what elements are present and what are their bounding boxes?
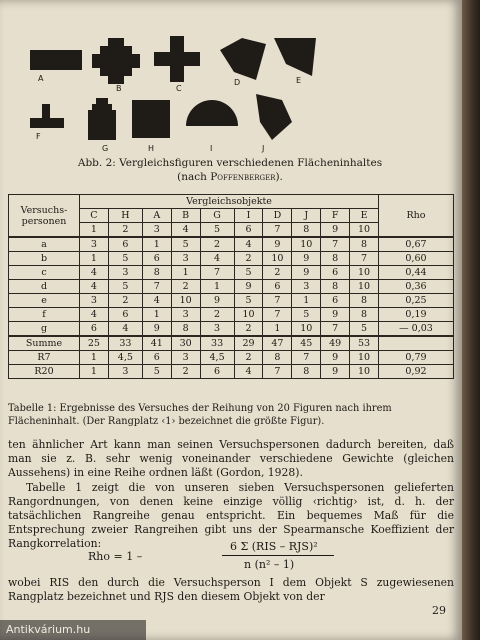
- rank-cell: 4,5: [200, 351, 234, 365]
- table-row: [9, 280, 454, 294]
- rank-cell: 2: [234, 322, 263, 337]
- rank-cell: 3: [171, 252, 200, 266]
- table-row: [9, 351, 454, 365]
- rank-cell: 2: [234, 252, 263, 266]
- figure-caption: [30, 156, 430, 184]
- rank-cell: 9: [321, 308, 350, 322]
- group-header: Vergleichsobjekte: [80, 195, 379, 209]
- rank-header: 5: [200, 223, 234, 238]
- figure-c: [154, 36, 200, 82]
- rank-cell: 5: [234, 294, 263, 308]
- rho-cell: 0,36: [379, 280, 454, 294]
- figure-label-i: I: [210, 144, 213, 153]
- figures-svg: [20, 30, 440, 150]
- rank-header: 3: [142, 223, 171, 238]
- table-body: [9, 237, 454, 336]
- table-row: [9, 322, 454, 337]
- rank-cell: 9: [292, 252, 321, 266]
- figure-label-e: E: [296, 76, 302, 85]
- rank-cell: 5: [142, 365, 171, 379]
- formula-lhs: Rho = 1 –: [88, 550, 143, 563]
- rank-cell: 41: [142, 336, 171, 351]
- rank-cell: 6: [142, 351, 171, 365]
- rank-cell: 3: [200, 322, 234, 337]
- paragraph-2: Tabelle 1 zeigt die von unseren sieben Versuchspersonen gelieferten Rangordnungen, von denen keine einzige völlig ‹richtig› ist, d. h. der tatsächlichen Rangreihe genau entspricht. Ein bequemes Maß für die Entsprechung zweier Rangreihen gibt uns der Spearmansche Koeffizient der Rangkorrelation:: [8, 480, 454, 551]
- object-header: A: [142, 209, 171, 223]
- rank-cell: 45: [292, 336, 321, 351]
- rank-cell: 7: [142, 280, 171, 294]
- rank-cell: 7: [263, 294, 292, 308]
- object-header: J: [292, 209, 321, 223]
- results-table: [8, 194, 454, 379]
- rank-cell: 8: [321, 252, 350, 266]
- rank-cell: 9: [234, 280, 263, 294]
- rank-cell: 6: [80, 322, 109, 337]
- table-summary: [9, 336, 454, 379]
- rho-cell: 0,79: [379, 351, 454, 365]
- rank-cell: 53: [350, 336, 379, 351]
- rank-cell: 2: [171, 280, 200, 294]
- rho-cell: — 0,03: [379, 322, 454, 337]
- rank-cell: 8: [292, 365, 321, 379]
- object-header: F: [321, 209, 350, 223]
- rank-cell: 3: [171, 308, 200, 322]
- rank-cell: 33: [108, 336, 142, 351]
- table-row: [9, 294, 454, 308]
- figure-e: [274, 38, 316, 76]
- figure-label-f: F: [36, 132, 41, 141]
- rank-header: 9: [321, 223, 350, 238]
- paragraph-1: ten ähnlicher Art kann man seinen Versuchspersonen dadurch bereiten, daß man sie z. B. sehr wenig voneinander verschiedene Gewichte (gleichen Aussehens) in eine Reihe ordnen läßt (Gordon, 1928).: [8, 438, 454, 480]
- rank-cell: 10: [292, 322, 321, 337]
- figure-b: [92, 38, 140, 84]
- rank-header: 7: [263, 223, 292, 238]
- rank-cell: 4: [142, 294, 171, 308]
- figure-h: [132, 100, 170, 138]
- rank-cell: 5: [292, 308, 321, 322]
- rank-cell: 3: [292, 280, 321, 294]
- table-caption: Tabelle 1: Ergebnisse des Versuches der Reihung von 20 Figuren nach ihrem Flächeninhalt. (Der Rangplatz ‹1› bezeichnet die größte Figur).: [8, 403, 392, 427]
- rank-cell: 1: [142, 308, 171, 322]
- figure-g: [88, 98, 116, 140]
- rank-cell: 8: [142, 266, 171, 280]
- figure-f: [30, 104, 64, 128]
- row-label: a: [9, 237, 80, 252]
- rank-cell: 3: [108, 365, 142, 379]
- comparison-figures: [20, 30, 440, 150]
- rank-cell: 1: [142, 237, 171, 252]
- page-number: 29: [432, 604, 446, 617]
- rank-cell: 3: [108, 266, 142, 280]
- rank-cell: 5: [108, 280, 142, 294]
- rho-cell: 0,67: [379, 237, 454, 252]
- rank-header: 10: [350, 223, 379, 238]
- figure-label-d: D: [234, 78, 241, 87]
- rank-cell: 7: [263, 308, 292, 322]
- figure-caption-text: Abb. 2: Vergleichsfiguren verschiedenen Flächeninhaltes: [77, 157, 383, 169]
- rank-cell: 6: [321, 266, 350, 280]
- rank-header: 1: [80, 223, 109, 238]
- rank-cell: 10: [234, 308, 263, 322]
- rank-cell: 6: [200, 365, 234, 379]
- rank-cell: 47: [263, 336, 292, 351]
- rank-cell: 33: [200, 336, 234, 351]
- rank-cell: 9: [263, 237, 292, 252]
- rank-cell: 9: [142, 322, 171, 337]
- figure-caption-close: ).: [275, 171, 283, 183]
- rho-cell: 0,60: [379, 252, 454, 266]
- row-header: Versuchs- personen: [9, 195, 80, 238]
- rank-cell: 4: [80, 308, 109, 322]
- rank-cell: 7: [321, 322, 350, 337]
- body-text: [8, 438, 454, 552]
- object-header: C: [80, 209, 109, 223]
- rank-cell: 1: [292, 294, 321, 308]
- rank-cell: 6: [263, 280, 292, 294]
- rho-cell: 0,92: [379, 365, 454, 379]
- rank-header: 6: [234, 223, 263, 238]
- fraction-bar: [222, 555, 334, 556]
- rank-cell: 3: [80, 294, 109, 308]
- rank-cell: 7: [321, 237, 350, 252]
- rank-cell: 8: [350, 308, 379, 322]
- row-label: d: [9, 280, 80, 294]
- rank-cell: 1: [171, 266, 200, 280]
- rank-cell: 2: [263, 266, 292, 280]
- rank-cell: 6: [142, 252, 171, 266]
- rank-cell: 7: [350, 252, 379, 266]
- rank-cell: 4: [108, 322, 142, 337]
- figure-j: [256, 94, 292, 140]
- row-label: e: [9, 294, 80, 308]
- rank-cell: 10: [350, 351, 379, 365]
- figure-label-h: H: [148, 144, 155, 153]
- rank-cell: 4: [200, 252, 234, 266]
- rank-cell: 7: [292, 351, 321, 365]
- rank-cell: 3: [80, 237, 109, 252]
- row-label: R7: [9, 351, 80, 365]
- rank-cell: 2: [200, 308, 234, 322]
- object-header: E: [350, 209, 379, 223]
- rank-cell: 10: [350, 365, 379, 379]
- row-label: R20: [9, 365, 80, 379]
- figure-caption-open: (nach: [177, 171, 211, 183]
- rank-cell: 1: [80, 351, 109, 365]
- rho-cell: 0,19: [379, 308, 454, 322]
- figure-a: [30, 50, 82, 70]
- figure-label-c: C: [176, 84, 182, 93]
- object-header: I: [234, 209, 263, 223]
- table-row: [9, 336, 454, 351]
- formula-numerator: 6 Σ (RIS – RJS)²: [230, 540, 318, 553]
- figure-label-j: J: [262, 144, 265, 153]
- object-header: B: [171, 209, 200, 223]
- rank-cell: 2: [200, 237, 234, 252]
- rank-cell: 1: [263, 322, 292, 337]
- figure-label-a: A: [38, 74, 44, 83]
- object-header: H: [108, 209, 142, 223]
- rank-cell: 4: [234, 237, 263, 252]
- rank-cell: 1: [80, 365, 109, 379]
- rho-cell: 0,44: [379, 266, 454, 280]
- rank-cell: 4: [80, 280, 109, 294]
- figure-caption-author: Poffenberger: [210, 171, 276, 183]
- spearman-formula: [70, 540, 390, 574]
- row-label: b: [9, 252, 80, 266]
- rank-cell: 9: [321, 351, 350, 365]
- rank-cell: 8: [350, 294, 379, 308]
- rank-cell: 5: [350, 322, 379, 337]
- rank-cell: 10: [292, 237, 321, 252]
- rank-cell: 8: [171, 322, 200, 337]
- rank-cell: 8: [321, 280, 350, 294]
- rank-header: 4: [171, 223, 200, 238]
- rank-cell: 1: [200, 280, 234, 294]
- table-row: [9, 266, 454, 280]
- table-row: [9, 252, 454, 266]
- figure-i: [186, 100, 238, 126]
- rank-cell: 5: [171, 237, 200, 252]
- rank-header: 2: [108, 223, 142, 238]
- rank-cell: 6: [108, 308, 142, 322]
- object-header: D: [263, 209, 292, 223]
- row-label: Summe: [9, 336, 80, 351]
- rank-cell: 9: [292, 266, 321, 280]
- rho-cell: 0,25: [379, 294, 454, 308]
- rho-header: Rho: [379, 195, 454, 238]
- figure-label-g: G: [102, 144, 109, 153]
- rank-cell: 10: [350, 266, 379, 280]
- table-row: [9, 308, 454, 322]
- rank-cell: 7: [263, 365, 292, 379]
- rank-cell: 7: [200, 266, 234, 280]
- rank-cell: 49: [321, 336, 350, 351]
- formula-denominator: n (n² – 1): [244, 558, 295, 571]
- watermark: Antikvárium.hu: [0, 620, 146, 640]
- book-spine: [462, 0, 480, 640]
- row-label: f: [9, 308, 80, 322]
- rank-cell: 9: [321, 365, 350, 379]
- rank-cell: 8: [350, 237, 379, 252]
- rank-cell: 9: [200, 294, 234, 308]
- rank-cell: 1: [80, 252, 109, 266]
- rank-cell: 8: [263, 351, 292, 365]
- rank-cell: 6: [321, 294, 350, 308]
- rank-cell: 10: [171, 294, 200, 308]
- rank-cell: 6: [108, 237, 142, 252]
- rank-cell: 10: [350, 280, 379, 294]
- rank-header: 8: [292, 223, 321, 238]
- rank-cell: 3: [171, 351, 200, 365]
- rank-cell: 29: [234, 336, 263, 351]
- rank-cell: 5: [108, 252, 142, 266]
- rank-cell: 4,5: [108, 351, 142, 365]
- rank-cell: 10: [263, 252, 292, 266]
- rank-cell: 30: [171, 336, 200, 351]
- figure-label-b: B: [116, 84, 122, 93]
- rank-cell: 25: [80, 336, 109, 351]
- paragraph-3: wobei RIS den durch die Versuchsperson I dem Objekt S zugewiesenen Rangplatz bezeichnet und RJS den diesem Objekt von der: [8, 576, 454, 604]
- rank-cell: 2: [234, 351, 263, 365]
- figure-d: [220, 38, 266, 80]
- row-label: g: [9, 322, 80, 337]
- rank-cell: 5: [234, 266, 263, 280]
- table-row: [9, 365, 454, 379]
- rank-cell: 2: [171, 365, 200, 379]
- object-header: G: [200, 209, 234, 223]
- rho-cell: [379, 336, 454, 351]
- rank-cell: 2: [108, 294, 142, 308]
- rank-cell: 4: [80, 266, 109, 280]
- rank-cell: 4: [234, 365, 263, 379]
- table-row: [9, 237, 454, 252]
- row-label: c: [9, 266, 80, 280]
